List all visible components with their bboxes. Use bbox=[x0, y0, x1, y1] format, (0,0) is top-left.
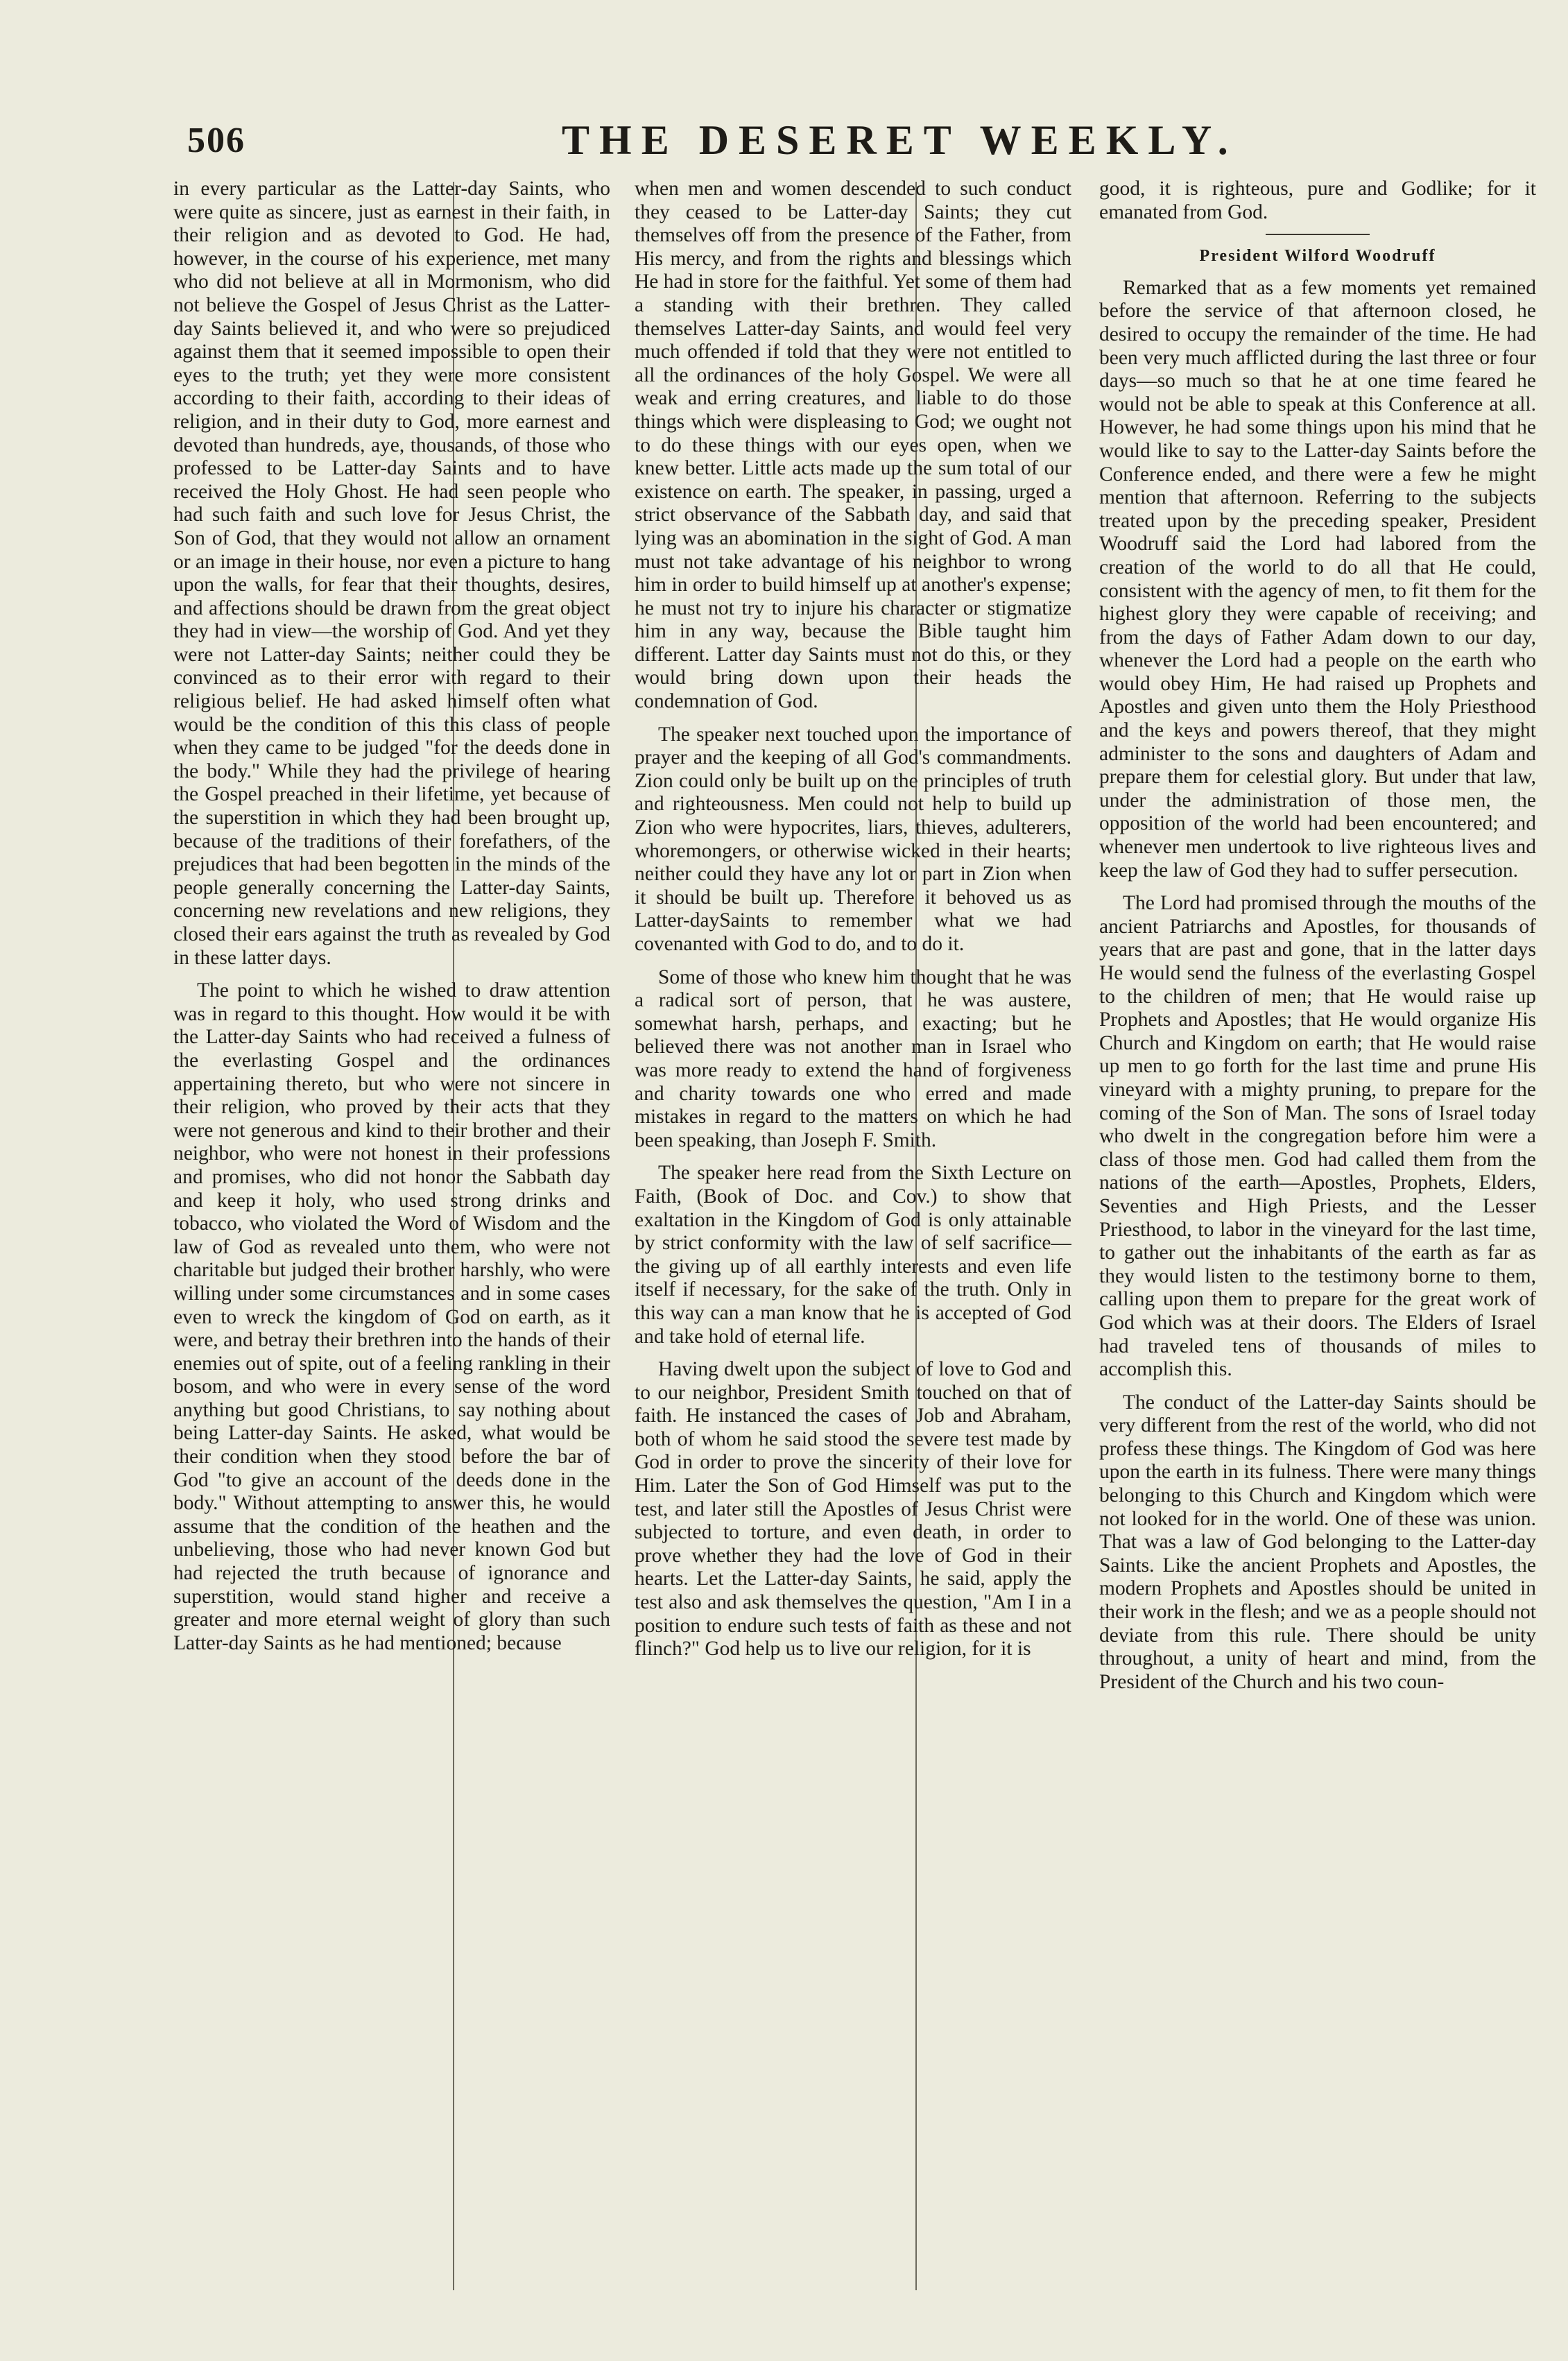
paragraph: Remarked that as a few moments yet remained before the service of that afternoon closed, he desired to occupy the remainder of the time. He had been very much afflicted during the last three or four days—so much so that he at one time feared he would not be able to speak at this Conference at all. However, he had some things upon his mind that he would like to say to the Latter-day Saints before the Conference ended, and there were a few he might mention that afternoon. Referring to the subjects treated upon by the preceding speaker, President Woodruff said the Lord had labored from the creation of the world to do all that He could, consistent with the agency of men, to fit them for the highest glory they were capable of receiving; and from the days of Father Adam down to our day, whenever the Lord had a people on the earth who would obey Him, He had raised up Prophets and Apostles and given unto them the Holy Priesthood and the keys and powers thereof, that they might administer to the sons and daughters of Adam and prepare them for celestial glory. But under that law, under the administration of those men, the opposition of the world had been encountered; and whenever men undertook to live righteous lives and keep the law of God they had to suffer persecution. bbox=[1099, 276, 1536, 882]
paragraph: Having dwelt upon the subject of love to God and to our neighbor, President Smith touched on that of faith. He instanced the cases of Job and Abraham, both of whom he said stood the severe test made by God in order to prove the sincerity of their love for Him. Later the Son of God Himself was put to the test, and later still the Apostles of Jesus Christ were subjected to torture, and even death, in order to prove whether they had the love of God in their hearts. Let the Latter-day Saints, he said, apply the test also and ask themselves the question, "Am I in a position to endure such tests of faith as these and not flinch?" God help us to live our religion, for it is bbox=[635, 1358, 1071, 1660]
paragraph: The speaker next touched upon the importance of prayer and the keeping of all God's commandments. Zion could only be built up on the principles of truth and righteousness. Men could not help to build up Zion who were hypocrites, liars, thieves, adulterers, whoremongers, or otherwise wicked in their hearts; neither could they have any lot or part in Zion when it should be built up. Therefore it behoved us as Latter-daySaints to remember what we had covenanted with God to do, and to do it. bbox=[635, 723, 1071, 955]
column-3 bbox=[1099, 178, 1536, 2311]
paragraph: good, it is righteous, pure and Godlike; for it emanated from God. bbox=[1099, 178, 1536, 223]
section-subhead: President Wilford Woodruff bbox=[1199, 247, 1436, 266]
paragraph: The conduct of the Latter-day Saints should be very different from the rest of the world, who did not profess these things. The Kingdom of God was here upon the earth in its fulness. There were many things belonging to this Church and Kingdom which were not looked for in the world. One of these was union. That was a law of God belonging to the Latter-day Saints. Like the ancient Prophets and Apostles, the modern Prophets and Apostles should be united in their work in the flesh; and we as a people should not deviate from this rule. There should be unity throughout, a unity of heart and mind, from the President of the Church and his two coun- bbox=[1099, 1391, 1536, 1693]
paragraph: The speaker here read from the Sixth Lecture on Faith, (Book of Doc. and Cov.) to show that exaltation in the Kingdom of God is only attainable by strict conformity with the law of self sacrifice—the giving up of all earthly interests and even life itself if necessary, for the sake of the truth. Only in this way can a man know that he is accepted of God and take hold of eternal life. bbox=[635, 1162, 1071, 1348]
paragraph: in every particular as the Latter-day Saints, who were quite as sincere, just as earnest in their faith, in their religion and as devoted to God. He had, however, in the course of his experience, met many who did not believe at all in Mormonism, who did not believe the Gospel of Jesus Christ as the Latter-day Saints believed it, and who were so prejudiced against them that it seemed impossible to open their eyes to the truth; yet they were more consistent according to their faith, according to their ideas of religion, and in their duty to God, more earnest and devoted than hundreds, aye, thousands, of those who professed to be Latter-day Saints and to have received the Holy Ghost. He had seen people who had such faith and such love for Jesus Christ, the Son of God, that they would not allow an ornament or an image in their house, nor even a picture to hang upon the walls, for fear that their thoughts, desires, and affections should be drawn from the great object they had in view—the worship of God. And yet they were not Latter-day Saints; neither could they be convinced as to their error with regard to their religious belief. He had asked himself often what would be the condition of this this class of people when they came to be judged "for the deeds done in the body." While they had the privilege of hearing the Gospel preached in their lifetime, yet because of the superstition in which they had been brought up, because of the traditions of their forefathers, of the prejudices that had been begotten in the minds of the people generally concerning the Latter-day Saints, concerning new revelations and new religions, they closed their ears against the truth as revealed by God in these latter days. bbox=[173, 178, 610, 969]
paragraph: The point to which he wished to draw attention was in regard to this thought. How would it be with the Latter-day Saints who had received a fulness of the everlasting Gospel and the ordinances appertaining thereto, but who were not sincere in their religion, who proved by their acts that they were not generous and kind to their brother and their neighbor, who were not honest in their professions and promises, who did not honor the Sabbath day and keep it holy, who used strong drinks and tobacco, who violated the Word of Wisdom and the law of God as revealed unto them, who were not charitable but judged their brother harshly, who were willing under some circumstances and in some cases even to wreck the kingdom of God on earth, as it were, and betray their brethren into the hands of their enemies out of spite, out of a feeling rankling in their bosom, and who were in every sense of the word anything but good Christians, to say nothing about being Latter-day Saints. He asked, what would be their condition when they stood before the bar of God "to give an account of the deeds done in the body." Without attempting to answer this, he would assume that the condition of the heathen and the unbelieving, those who had never known God but had rejected the truth because of ignorance and superstition, would stand higher and receive a greater and more eternal weight of glory than such Latter-day Saints as he had mentioned; because bbox=[173, 979, 610, 1654]
column-2 bbox=[635, 178, 1071, 2311]
section-divider bbox=[1266, 234, 1370, 235]
paragraph: Some of those who knew him thought that he was a radical sort of person, that he was austere, somewhat harsh, perhaps, and exacting; but he believed there was not another man in Israel who was more ready to extend the hand of forgiveness and charity towards one who erred and made mistakes in regard to the matters on which he had been speaking, than Joseph F. Smith. bbox=[635, 965, 1071, 1151]
masthead-title: THE DESERET WEEKLY. bbox=[562, 117, 1238, 163]
paragraph: when men and women descended to such conduct they ceased to be Latter-day Saints; they cut themselves off from the presence of the Father, from His mercy, and from the rights and blessings which He had in store for the faithful. Yet some of them had a standing with their brethren. They called themselves Latter-day Saints, and would feel very much offended if told that they were not entitled to all the ordinances of the holy Gospel. We were all weak and erring creatures, and liable to do those things which were displeasing to God; we ought not to do these things with our eyes open, when we knew better. Little acts made up the sum total of our existence on earth. The speaker, in passing, urged a strict observance of the Sabbath day, and said that lying was an abomination in the sight of God. A man must not take advantage of his neighbor to wrong him in order to build himself up at another's expense; he must not try to injure his character or stigmatize him in any way, because the Bible taught him different. Latter day Saints must not do this, or they would bring down upon their heads the condemnation of God. bbox=[635, 178, 1071, 713]
paragraph: The Lord had promised through the mouths of the ancient Patriarchs and Apostles, for thousands of years that are past and gone, that in the latter days He would send the fulness of the everlasting Gospel to the children of men; that He would raise up Prophets and Apostles; that He would organize His Church and Kingdom on earth; that He would raise up men to go forth for the last time and prune His vineyard with a mighty pruning, to prepare for the coming of the Son of Man. The sons of Israel today who dwelt in the congregation before him were a class of those men. God had called them from the nations of the earth—Apostles, Prophets, Elders, Seventies and High Priests, and the Lesser Priesthood, to labor in the vineyard for the last time, to gather out the inhabitants of the earth as far as they would listen to the testimony borne to them, calling upon them to prepare for the great work of God which was at their doors. The Elders of Israel had traveled tens of thousands of miles to accomplish this. bbox=[1099, 892, 1536, 1381]
page-header bbox=[187, 112, 1547, 168]
column-1 bbox=[173, 178, 610, 2311]
article-columns bbox=[173, 178, 1545, 2311]
page-number: 506 bbox=[187, 120, 245, 160]
